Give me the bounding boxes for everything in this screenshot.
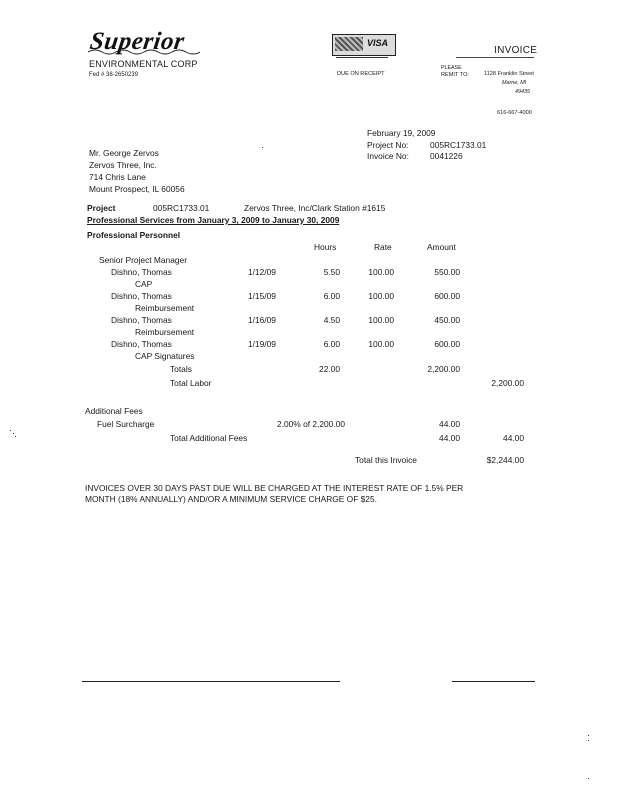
col-hours-header: Hours: [314, 242, 337, 252]
total-additional-label: Total Additional Fees: [170, 433, 248, 443]
remit-address-line3: 49435: [515, 89, 530, 95]
late-fee-notice-line2: MONTH (18% ANNUALLY) AND/OR A MINIMUM SERVICE CHARGE OF $25.: [85, 494, 377, 504]
entry-amount: 550.00: [434, 267, 460, 277]
totals-label: Totals: [170, 364, 192, 374]
entry-name: Dishno, Thomas: [111, 267, 172, 277]
entry-amount: 450.00: [434, 315, 460, 325]
invoice-title: INVOICE: [494, 45, 538, 56]
entry-date: 1/19/09: [248, 339, 276, 349]
role-heading: Senior Project Manager: [99, 255, 187, 265]
services-heading-from: January 3, 2009: [197, 215, 260, 225]
entry-date: 1/16/09: [248, 315, 276, 325]
entry-hours: 6.00: [323, 291, 340, 301]
col-amount-header: Amount: [427, 242, 456, 252]
invoice-total-label: Total this Invoice: [355, 455, 417, 465]
remit-phone: 616-667-4000: [497, 110, 532, 116]
company-logo: Superior: [88, 28, 187, 55]
entry-amount: 600.00: [434, 339, 460, 349]
remit-please: PLEASE: [441, 65, 462, 71]
entry-name: Dishno, Thomas: [111, 315, 172, 325]
entry-amount: 600.00: [434, 291, 460, 301]
total-labor-label: Total Labor: [170, 378, 212, 388]
total-additional-amount: 44.00: [439, 433, 460, 443]
entry-date: 1/12/09: [248, 267, 276, 277]
entry-rate: 100.00: [368, 339, 394, 349]
additional-fees-heading: Additional Fees: [85, 406, 143, 416]
project-label: Project: [87, 203, 116, 213]
invoice-no-label: Invoice No:: [367, 151, 409, 161]
scan-speck: [588, 735, 589, 736]
total-additional-value: 44.00: [503, 433, 524, 443]
late-fee-notice-line1: INVOICES OVER 30 DAYS PAST DUE WILL BE CHARGED AT THE INTEREST RATE OF 1.5% PER: [85, 483, 464, 493]
card-divider-line: [336, 57, 388, 58]
invoice-no-value: 0041226: [430, 151, 463, 161]
remit-address-line1: 1128 Franklin Street: [484, 71, 534, 77]
billto-street: 714 Chris Lane: [89, 172, 146, 182]
billto-city: Mount Prospect, IL 60056: [89, 184, 185, 194]
entry-hours: 5.50: [323, 267, 340, 277]
company-fein: Fed # 38-2650239: [89, 72, 139, 78]
mastercard-icon: [335, 37, 363, 51]
project-no-label: Project No:: [367, 140, 409, 150]
personnel-heading: Professional Personnel: [87, 230, 181, 240]
company-subtitle: ENVIRONMENTAL CORP: [89, 59, 198, 69]
scan-speck: [13, 433, 14, 434]
project-description: Zervos Three, Inc/Clark Station #1615: [244, 203, 386, 213]
entry-date: 1/15/09: [248, 291, 276, 301]
title-underline: [456, 57, 534, 58]
scan-speck: [588, 778, 589, 779]
invoice-total-value: $2,244.00: [486, 455, 524, 465]
entry-note: Reimbursement: [135, 327, 195, 337]
entry-hours: 6.00: [323, 339, 340, 349]
totals-hours: 22.00: [319, 364, 340, 374]
services-heading-middle: to: [259, 215, 273, 225]
credit-card-logos: [332, 34, 396, 56]
entry-note: Reimbursement: [135, 303, 195, 313]
services-heading-to: January 30, 2009: [272, 215, 340, 225]
total-labor-value: 2,200.00: [491, 378, 524, 388]
entry-rate: 100.00: [368, 291, 394, 301]
due-on-receipt: DUE ON RECEIPT: [337, 71, 385, 77]
totals-amount: 2,200.00: [427, 364, 460, 374]
entry-name: Dishno, Thomas: [111, 339, 172, 349]
entry-rate: 100.00: [368, 267, 394, 277]
entry-rate: 100.00: [368, 315, 394, 325]
billto-company: Zervos Three, Inc.: [89, 160, 157, 170]
project-number: 005RC1733.01: [153, 203, 210, 213]
footer-rule-left: [82, 681, 340, 682]
project-no-value: 005RC1733.01: [430, 140, 487, 150]
billto-name: Mr. George Zervos: [89, 148, 159, 158]
scan-speck: [15, 436, 16, 437]
footer-rule-right: [452, 681, 535, 682]
scan-speck: [588, 740, 589, 741]
fuel-surcharge-calc: 2.00% of 2,200.00: [277, 419, 345, 429]
services-heading: [87, 215, 339, 225]
entry-hours: 4.50: [323, 315, 340, 325]
entry-note: CAP Signatures: [135, 351, 195, 361]
invoice-date: February 19, 2009: [367, 128, 436, 138]
entry-note: CAP: [135, 279, 153, 289]
logo-wave-graphic: [88, 48, 200, 56]
fuel-surcharge-label: Fuel Surcharge: [97, 419, 155, 429]
col-rate-header: Rate: [374, 242, 392, 252]
entry-name: Dishno, Thomas: [111, 291, 172, 301]
visa-icon: VISA: [367, 38, 389, 48]
services-heading-prefix: Professional Services from: [87, 215, 198, 225]
scan-speck: [10, 430, 11, 431]
remit-label: REMIT TO:: [441, 72, 469, 78]
fuel-surcharge-amount: 44.00: [439, 419, 460, 429]
scan-speck: [262, 147, 263, 148]
remit-address-line2: Marne, MI: [502, 80, 527, 86]
